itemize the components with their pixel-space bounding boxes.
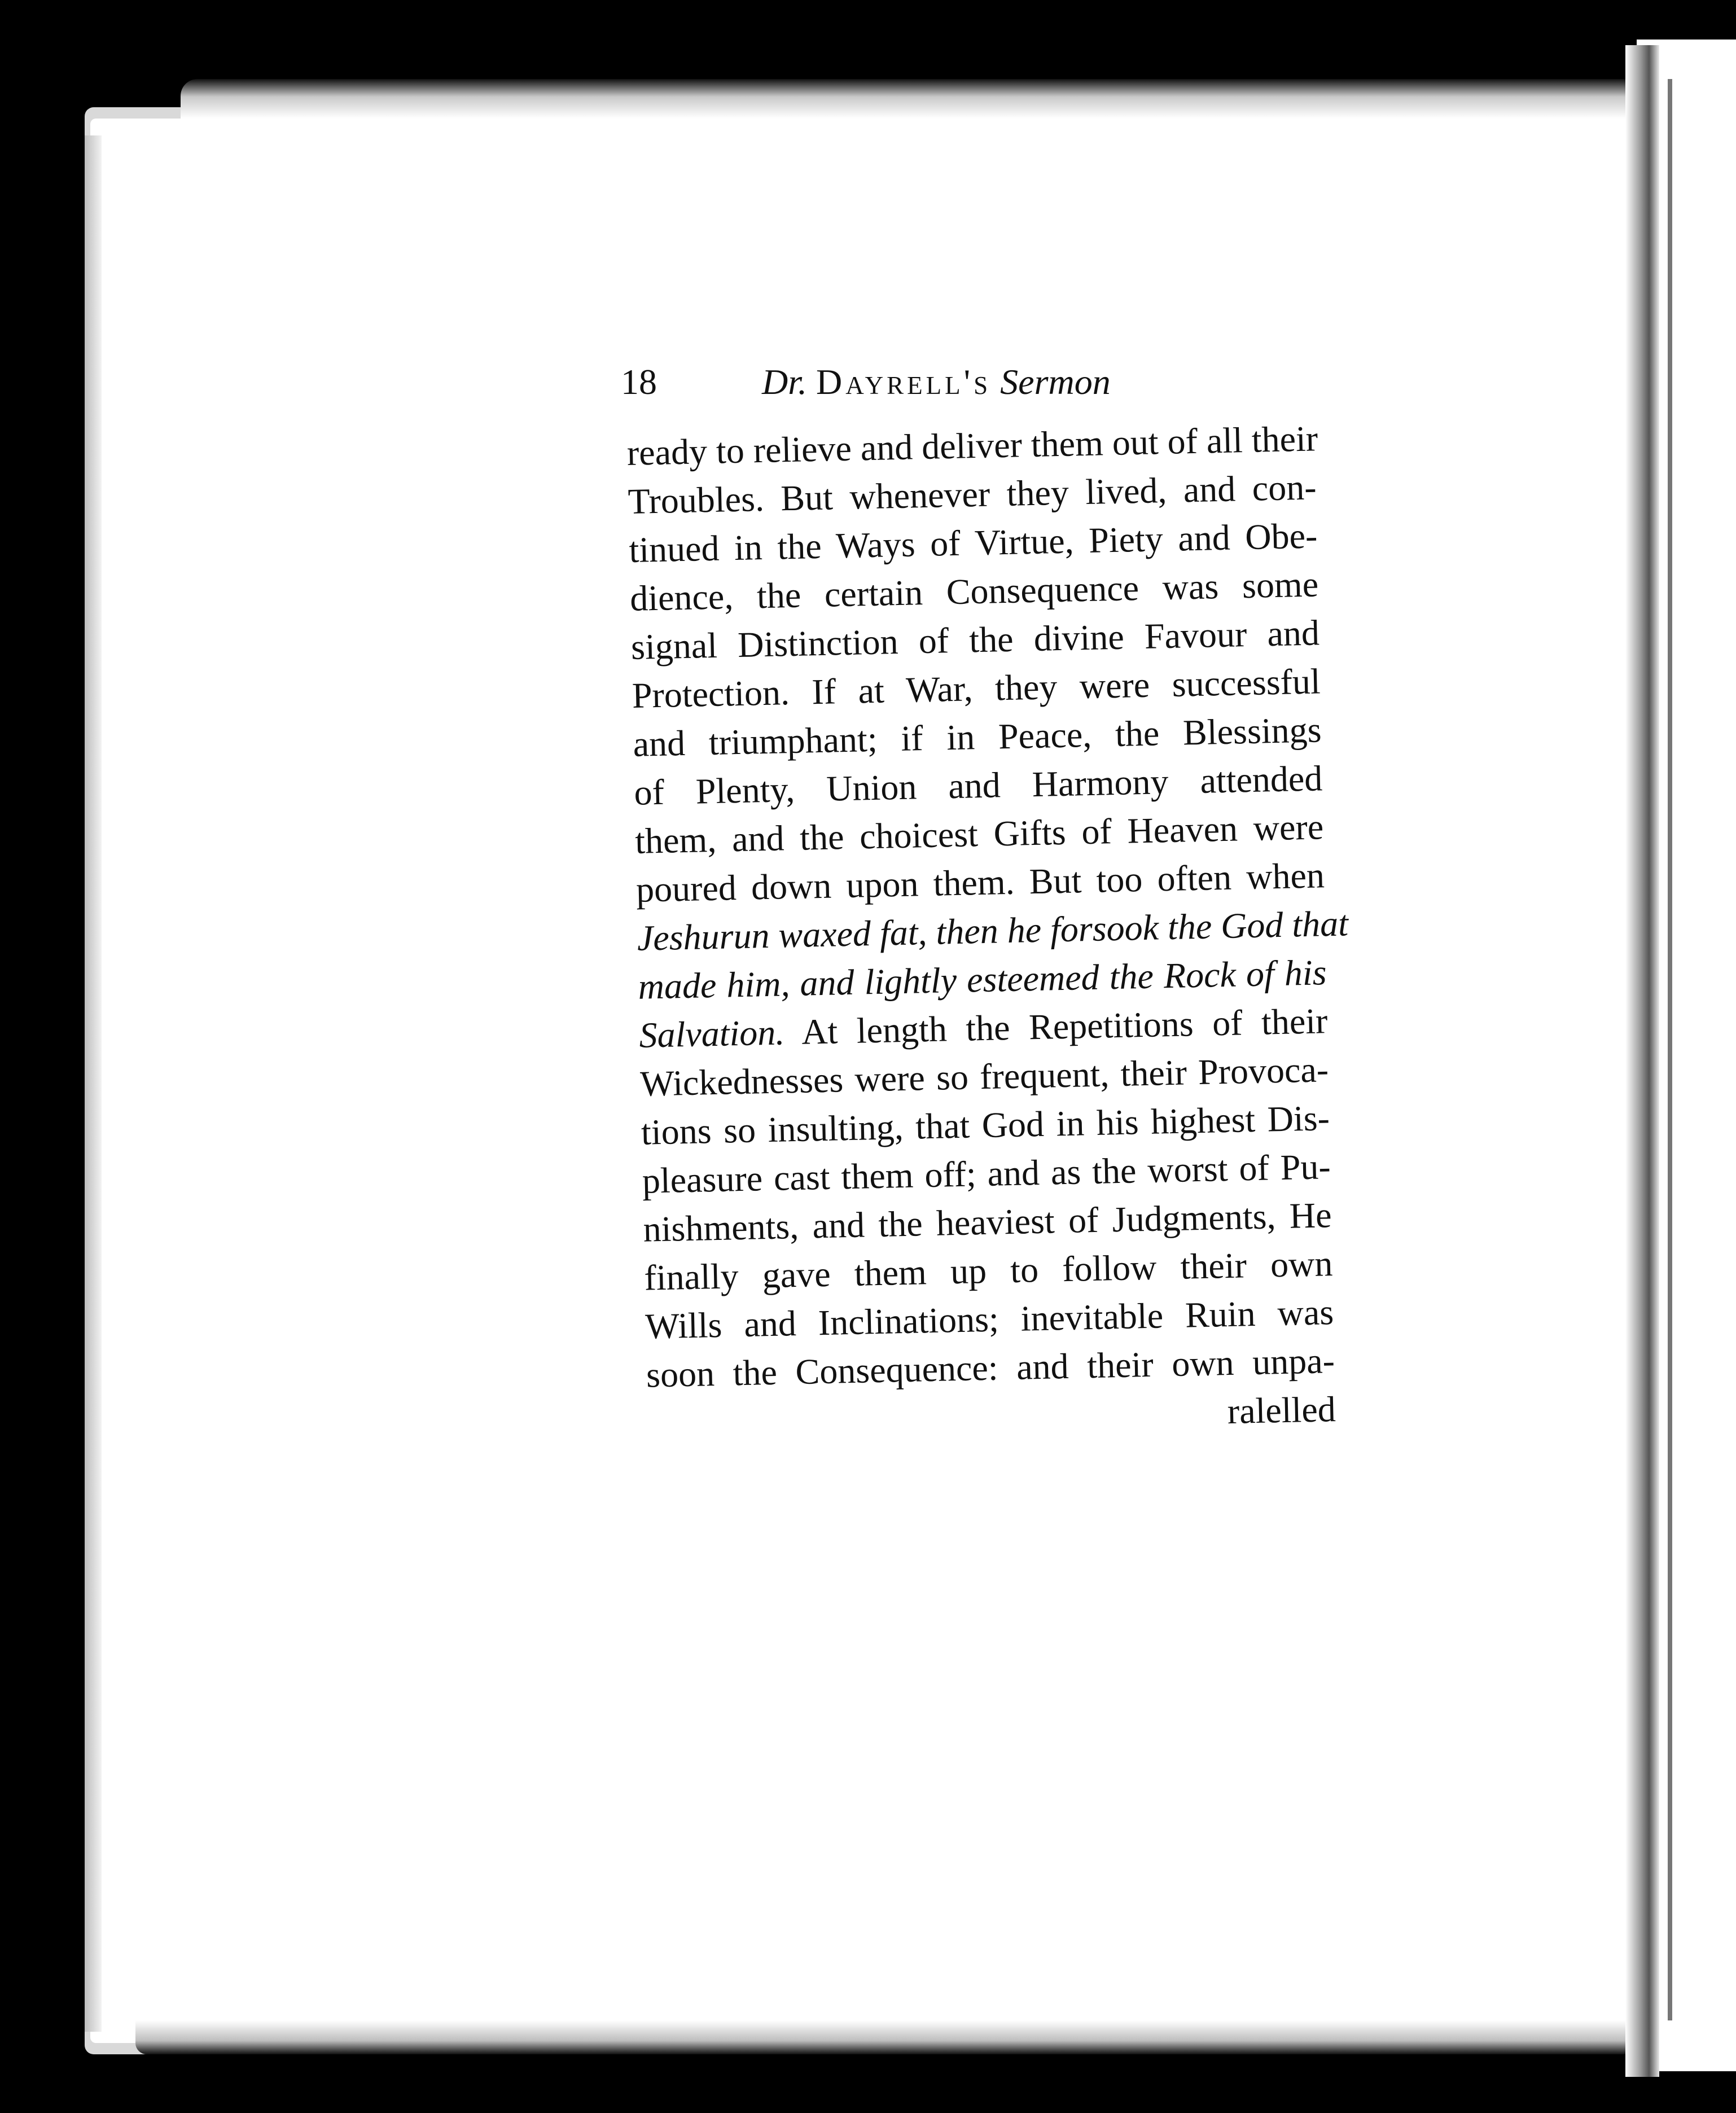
text-line: pleasure cast them off; and as the worst of Pu- xyxy=(642,1146,1331,1201)
page-top-edge xyxy=(181,79,1625,119)
running-head-dr: Dr. xyxy=(762,362,808,402)
text-line-rest: At length the Repetitions of their xyxy=(801,1001,1328,1052)
scripture-quote-line: Jeshurun waxed fat, then he forsook the God that xyxy=(637,903,1349,958)
page-number: 18 xyxy=(621,362,657,402)
running-head xyxy=(762,361,1111,403)
page-header xyxy=(621,361,1332,423)
text-line: ready to relieve and deliver them out of all their xyxy=(626,418,1318,473)
text-line: finally gave them up to follow their own xyxy=(643,1243,1333,1298)
book-gutter xyxy=(1625,45,1659,2077)
text-line: Protection. If at War, they were successful xyxy=(632,661,1321,716)
text-line: dience, the certain Consequence was some xyxy=(629,564,1319,619)
text-line: Troubles. But whenever they lived, and con- xyxy=(627,467,1317,521)
catchword: ralelled xyxy=(1227,1389,1336,1432)
text-line: tinued in the Ways of Virtue, Piety and Obe- xyxy=(628,515,1318,570)
page-bottom-edge xyxy=(135,2020,1637,2054)
text-line: Wickednesses were so frequent, their Provoca- xyxy=(639,1049,1329,1104)
text-line: nishments, and the heaviest of Judgments, He xyxy=(642,1195,1332,1250)
text-line: tions so insulting, that God in his highest Dis- xyxy=(641,1098,1330,1152)
running-head-name: Dayrell's xyxy=(816,362,992,402)
text-line: and triumphant; if in Peace, the Blessings xyxy=(632,709,1322,764)
running-head-sermon: Sermon xyxy=(1000,362,1111,402)
text-line: soon the Consequence: and their own unpa- xyxy=(646,1340,1335,1395)
text-line: signal Distinction of the divine Favour and xyxy=(630,612,1320,667)
sermon-text xyxy=(626,414,1349,1448)
scripture-quote-end: Salvation. xyxy=(638,1012,785,1055)
text-line: of Plenty, Union and Harmony attended xyxy=(633,758,1323,813)
text-line: them, and the choicest Gifts of Heaven were xyxy=(634,806,1324,861)
scripture-quote-line: made him, and lightly esteemed the Rock of his xyxy=(637,952,1327,1007)
text-line: Wills and Inclinations; inevitable Ruin was xyxy=(645,1292,1334,1347)
text-line: poured down upon them. But too often when xyxy=(635,855,1325,910)
page-left-edge xyxy=(85,135,102,2032)
gutter-shadow-line xyxy=(1668,79,1672,2020)
